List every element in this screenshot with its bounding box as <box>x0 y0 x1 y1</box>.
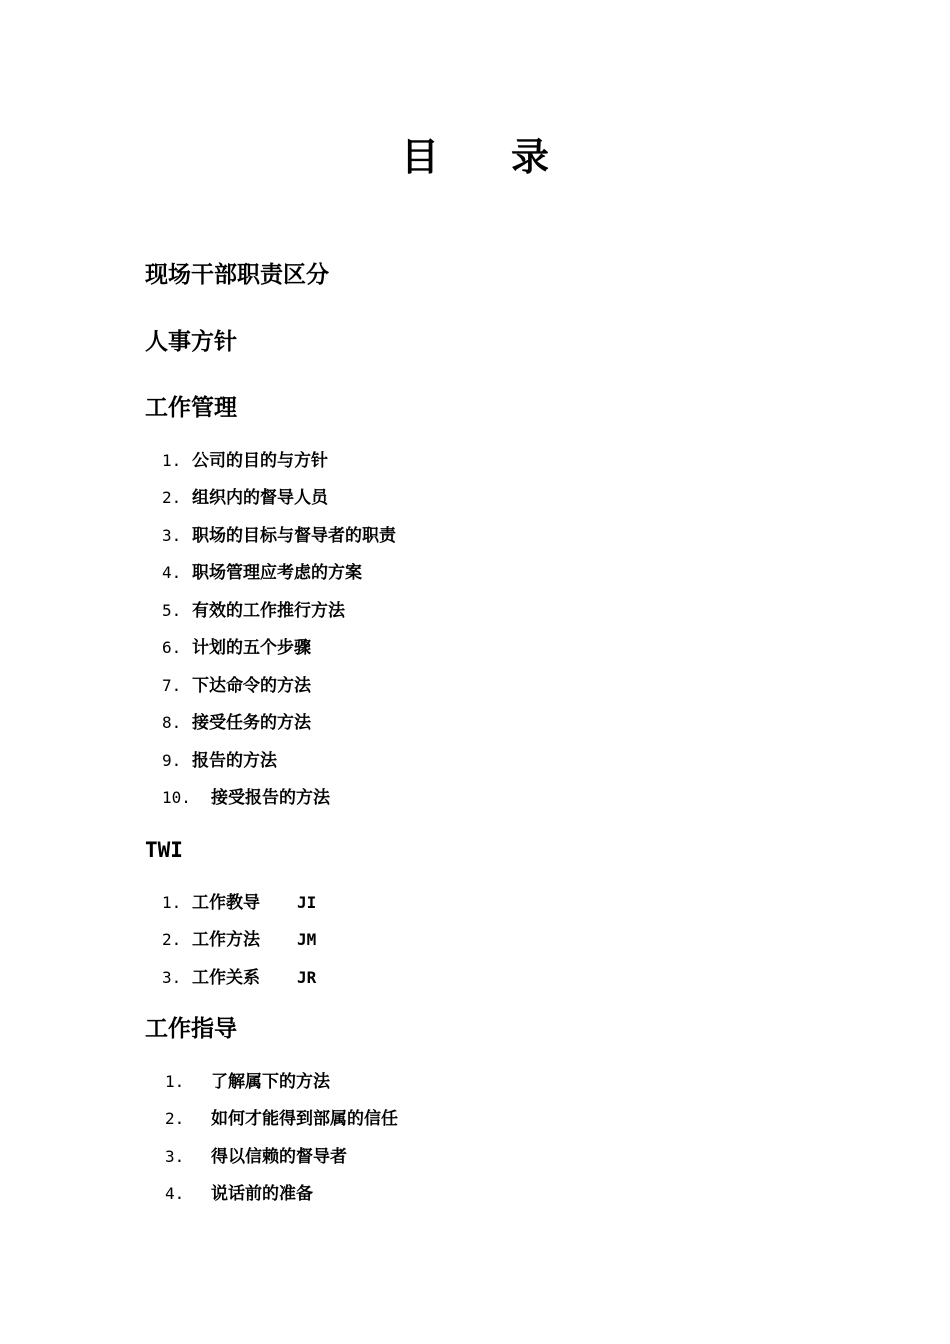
list-item <box>0 636 950 660</box>
list-item-number: 4. <box>162 563 182 582</box>
list-item-text: 工作关系 <box>192 968 260 988</box>
list-item-text: 报告的方法 <box>192 751 277 771</box>
list-item <box>0 486 950 510</box>
list-item-text: 工作教导 <box>192 893 260 913</box>
list-item-text: 接受任务的方法 <box>192 713 311 733</box>
list-item <box>0 449 950 473</box>
list-item-number: 3. <box>165 1147 185 1166</box>
list-item-text: 有效的工作推行方法 <box>192 601 345 621</box>
list-item-text: 计划的五个步骤 <box>192 638 311 658</box>
section-heading-work-guidance: 工作指导 <box>145 1016 237 1042</box>
list-item-number: 7. <box>162 676 182 695</box>
list-item-text: 职场的目标与督导者的职责 <box>192 526 396 546</box>
list-item <box>0 891 950 915</box>
list-item-number: 2. <box>162 488 182 507</box>
list-item-number: 3. <box>162 526 182 545</box>
list-item-code: JI <box>297 893 317 912</box>
list-item-text: 接受报告的方法 <box>211 788 330 808</box>
list-item <box>0 1145 950 1169</box>
list-item <box>0 599 950 623</box>
list-item <box>0 928 950 952</box>
list-item-text: 得以信赖的督导者 <box>211 1147 347 1167</box>
list-item-text: 说话前的准备 <box>211 1184 313 1204</box>
list-item-text: 公司的目的与方针 <box>192 451 328 471</box>
list-item-number: 10. <box>162 788 191 807</box>
list-item-number: 9. <box>162 751 182 770</box>
list-item-text: 下达命令的方法 <box>192 676 311 696</box>
list-item-number: 1. <box>162 893 182 912</box>
list-item-number: 8. <box>162 713 182 732</box>
list-item-number: 2. <box>165 1109 185 1128</box>
list-item <box>0 786 950 810</box>
list-item-code: JM <box>297 930 317 949</box>
list-item <box>0 711 950 735</box>
list-item <box>0 561 950 585</box>
section-heading-twi: TWI <box>145 838 183 862</box>
list-item-text: 职场管理应考虑的方案 <box>192 563 362 583</box>
list-item-number: 1. <box>162 451 182 470</box>
list-item-number: 3. <box>162 968 182 987</box>
list-item <box>0 1070 950 1094</box>
page-title <box>0 126 950 181</box>
list-item <box>0 674 950 698</box>
list-item-number: 5. <box>162 601 182 620</box>
section-heading-work-management: 工作管理 <box>145 395 237 421</box>
title-char-1: 目 <box>400 135 439 179</box>
section-heading-duties: 现场干部职责区分 <box>145 262 329 288</box>
list-item-text: 组织内的督导人员 <box>192 488 328 508</box>
list-item-text: 了解属下的方法 <box>211 1072 330 1092</box>
list-item-text: 工作方法 <box>192 930 260 950</box>
list-item-number: 2. <box>162 930 182 949</box>
list-item <box>0 1107 950 1131</box>
list-item-code: JR <box>297 968 317 987</box>
list-item <box>0 749 950 773</box>
list-item-number: 6. <box>162 638 182 657</box>
section-heading-personnel-policy: 人事方针 <box>145 329 237 355</box>
list-item <box>0 966 950 990</box>
title-char-2: 录 <box>511 135 550 179</box>
list-item-text: 如何才能得到部属的信任 <box>211 1109 398 1129</box>
list-item <box>0 524 950 548</box>
list-item-number: 1. <box>165 1072 185 1091</box>
list-item <box>0 1182 950 1206</box>
list-item-number: 4. <box>165 1184 185 1203</box>
